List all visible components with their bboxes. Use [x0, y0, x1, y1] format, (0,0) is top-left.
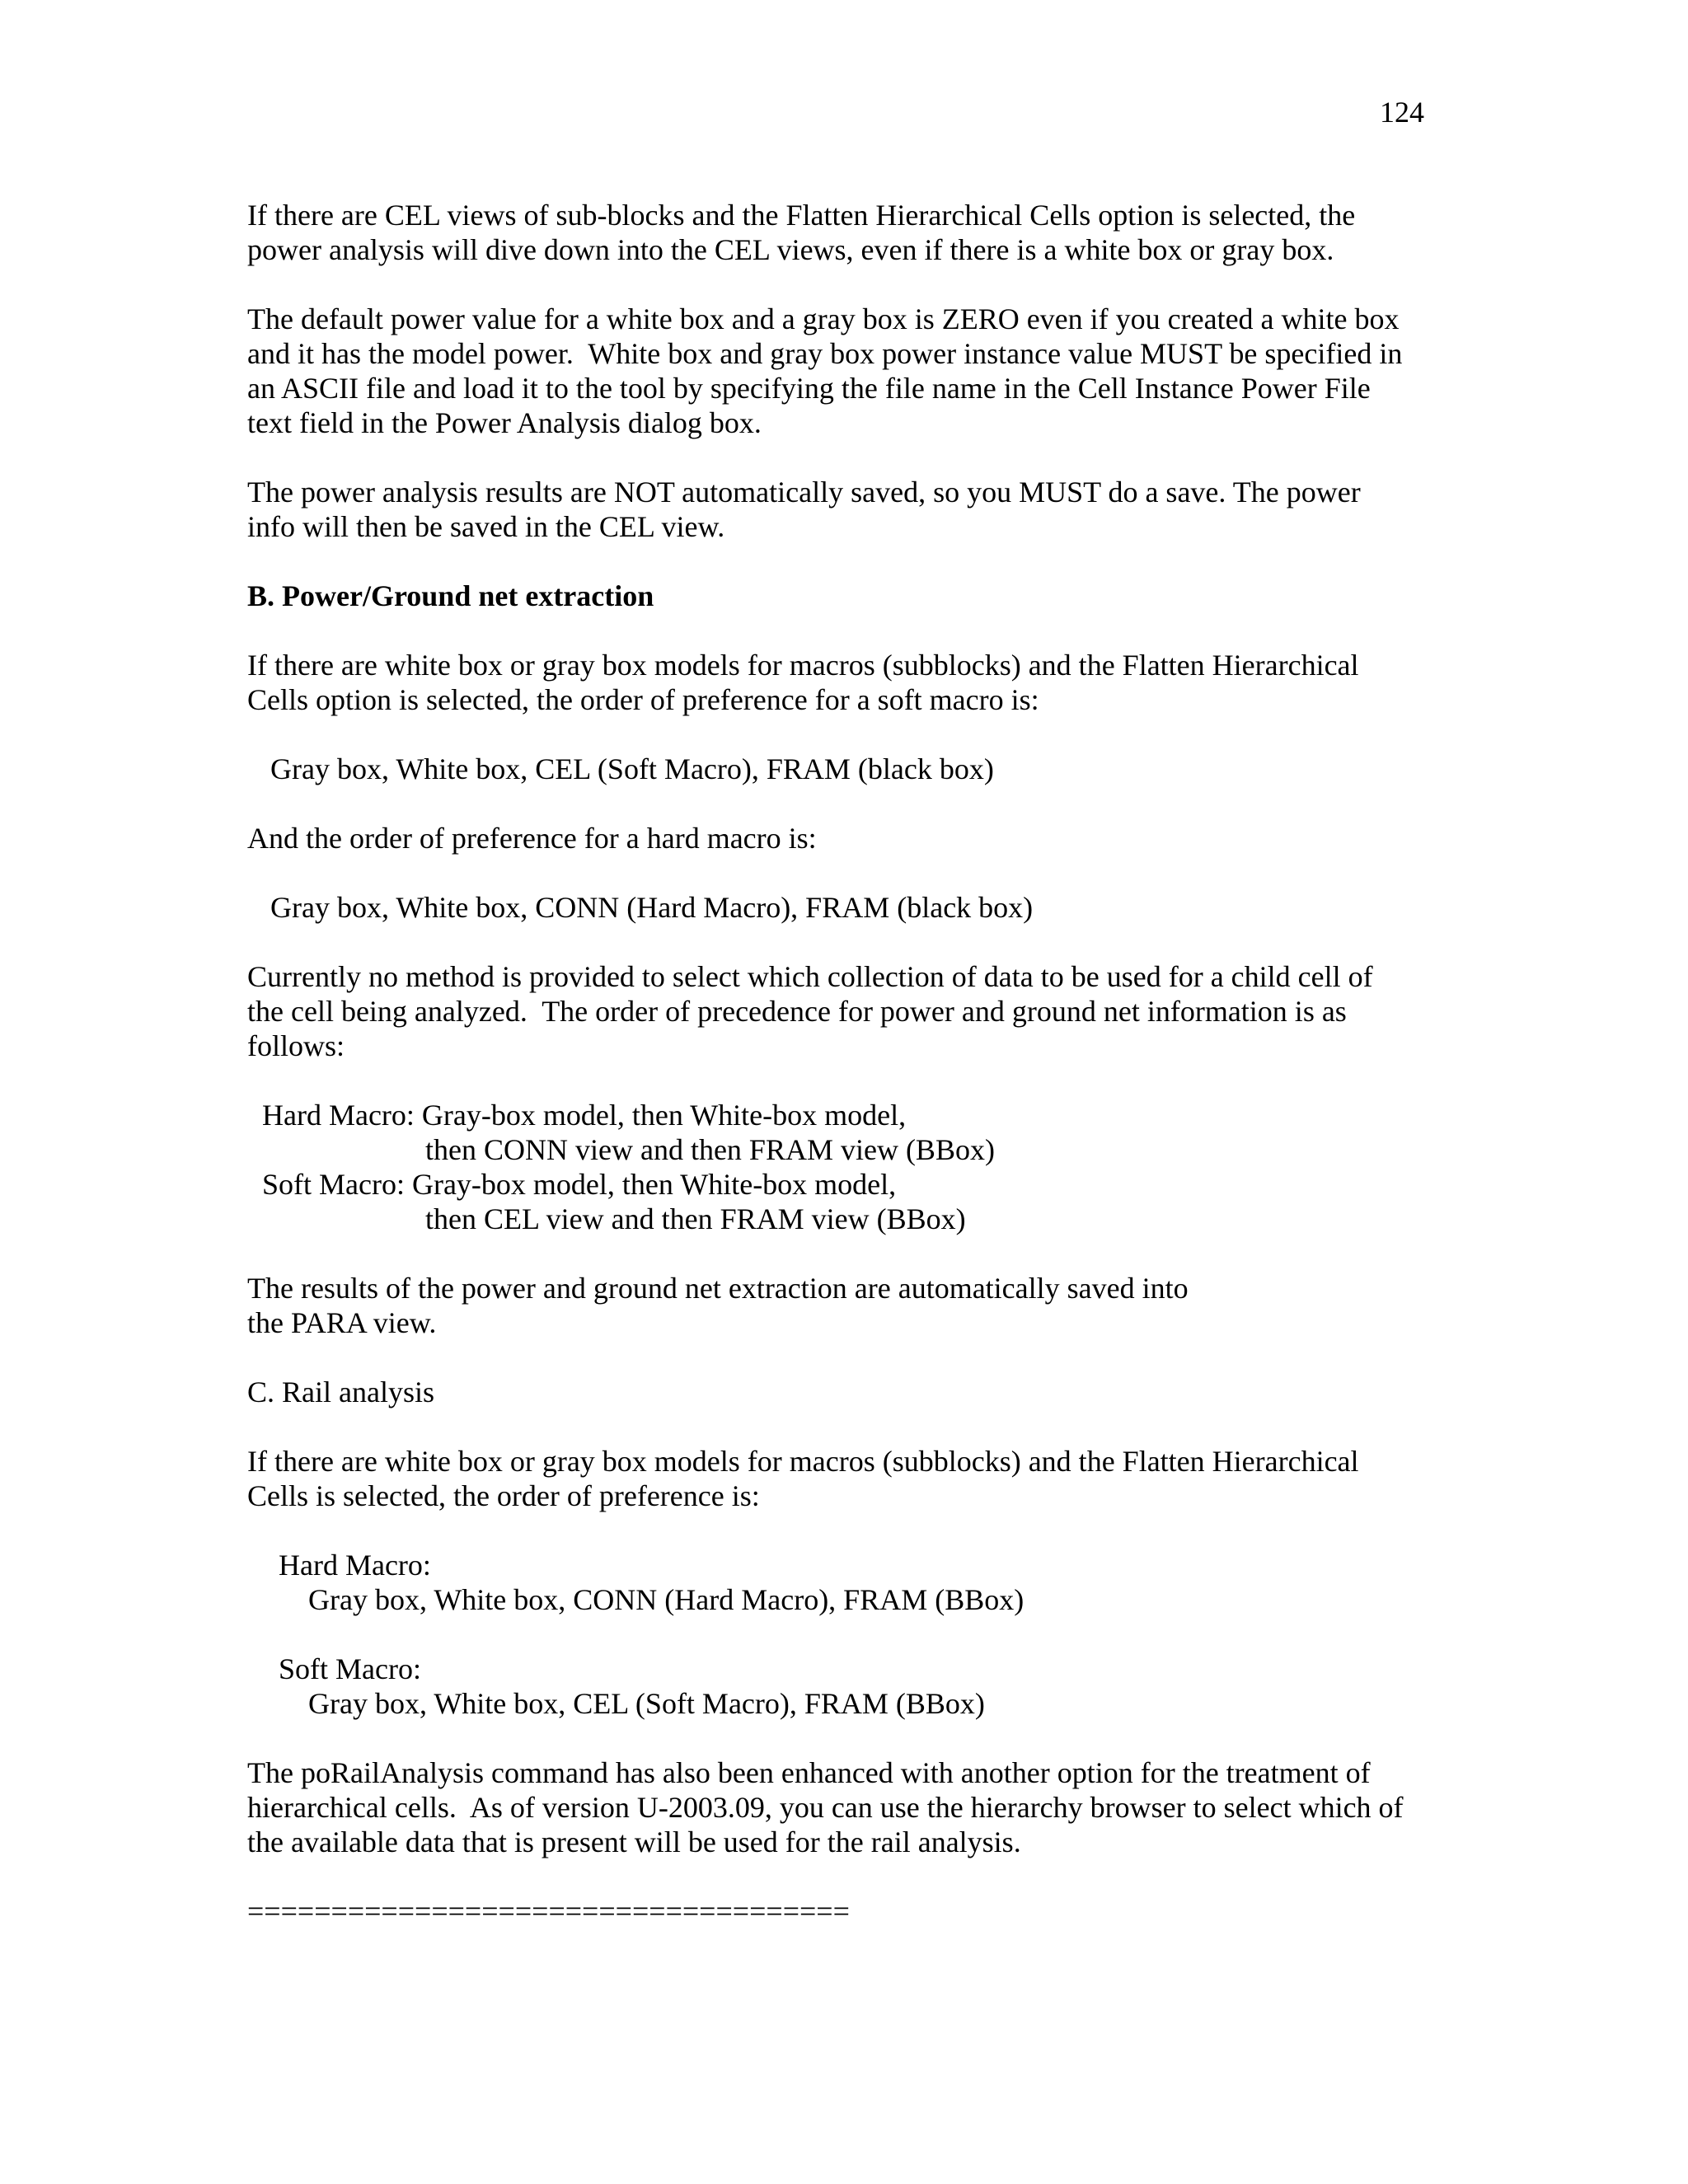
- rail-soft-macro-label: Soft Macro:: [279, 1652, 421, 1685]
- paragraph-hard-order-intro: [247, 821, 1467, 855]
- text-line: info will then be saved in the CEL view.: [247, 510, 725, 543]
- text-line: Gray box, White box, CEL (Soft Macro), FRAM (black box): [270, 752, 994, 785]
- text-line: the PARA view.: [247, 1306, 437, 1339]
- text-line: power analysis will dive down into the CEL views, even if there is a white box or gray box.: [247, 233, 1334, 266]
- hard-macro-precedence-cont: then CONN view and then FRAM view (BBox): [425, 1133, 995, 1166]
- paragraph-default-power: [247, 302, 1467, 440]
- text-line: and it has the model power. White box and gray box power instance value MUST be specified in: [247, 337, 1403, 370]
- page-content: [247, 198, 1467, 1929]
- paragraph-precedence-intro: [247, 959, 1467, 1063]
- text-line: text field in the Power Analysis dialog box.: [247, 406, 762, 439]
- soft-macro-precedence-cont: then CEL view and then FRAM view (BBox): [425, 1202, 966, 1235]
- section-heading-b: B. Power/Ground net extraction: [247, 579, 654, 612]
- separator-line: ====================================: [247, 1895, 850, 1928]
- paragraph-pg-results-saved: [247, 1271, 1467, 1340]
- text-line: And the order of preference for a hard macro is:: [247, 822, 817, 855]
- text-line: The results of the power and ground net extraction are automatically saved into: [247, 1272, 1189, 1305]
- text-line: the cell being analyzed. The order of precedence for power and ground net information is as: [247, 995, 1347, 1028]
- text-line: The power analysis results are NOT automatically saved, so you MUST do a save. The power: [247, 476, 1361, 509]
- text-line: The poRailAnalysis command has also been enhanced with another option for the treatment of: [247, 1756, 1371, 1789]
- text-line: the available data that is present will be used for the rail analysis.: [247, 1825, 1021, 1858]
- text-line: an ASCII file and load it to the tool by specifying the file name in the Cell Instance Power File: [247, 372, 1371, 405]
- soft-macro-order: [247, 752, 1467, 786]
- text-line: If there are white box or gray box models for macros (subblocks) and the Flatten Hierarchical: [247, 1445, 1359, 1478]
- paragraph-pg-order-intro: [247, 648, 1467, 717]
- rail-soft-macro-value: Gray box, White box, CEL (Soft Macro), FRAM (BBox): [308, 1687, 985, 1720]
- paragraph-rail-order-intro: [247, 1444, 1467, 1513]
- text-line: hierarchical cells. As of version U-2003.09, you can use the hierarchy browser to select which of: [247, 1791, 1404, 1824]
- text-line: If there are CEL views of sub-blocks and the Flatten Hierarchical Cells option is selected, the: [247, 199, 1356, 232]
- page-number: 124: [1380, 96, 1424, 129]
- paragraph-cel-views: [247, 198, 1467, 267]
- paragraph-results-not-saved: [247, 475, 1467, 544]
- rail-soft-macro: [247, 1652, 1467, 1721]
- text-line: Currently no method is provided to select which collection of data to be used for a child cell of: [247, 960, 1373, 993]
- hard-macro-precedence: Hard Macro: Gray-box model, then White-box model,: [262, 1099, 907, 1132]
- text-line: follows:: [247, 1029, 345, 1062]
- text-line: Cells option is selected, the order of preference for a soft macro is:: [247, 683, 1039, 716]
- section-heading-c: C. Rail analysis: [247, 1376, 434, 1408]
- text-line: Gray box, White box, CONN (Hard Macro), FRAM (black box): [270, 891, 1034, 924]
- hard-macro-order: [247, 890, 1467, 925]
- text-line: Cells is selected, the order of preference is:: [247, 1479, 760, 1512]
- precedence-list: [247, 1098, 1467, 1236]
- rail-hard-macro-label: Hard Macro:: [279, 1549, 431, 1582]
- paragraph-porailanalysis: [247, 1755, 1467, 1859]
- text-line: The default power value for a white box and a gray box is ZERO even if you created a white box: [247, 302, 1400, 335]
- text-line: If there are white box or gray box models for macros (subblocks) and the Flatten Hierarchical: [247, 649, 1359, 682]
- rail-hard-macro-value: Gray box, White box, CONN (Hard Macro), FRAM (BBox): [308, 1583, 1025, 1616]
- soft-macro-precedence: Soft Macro: Gray-box model, then White-box model,: [262, 1168, 897, 1201]
- rail-hard-macro: [247, 1548, 1467, 1617]
